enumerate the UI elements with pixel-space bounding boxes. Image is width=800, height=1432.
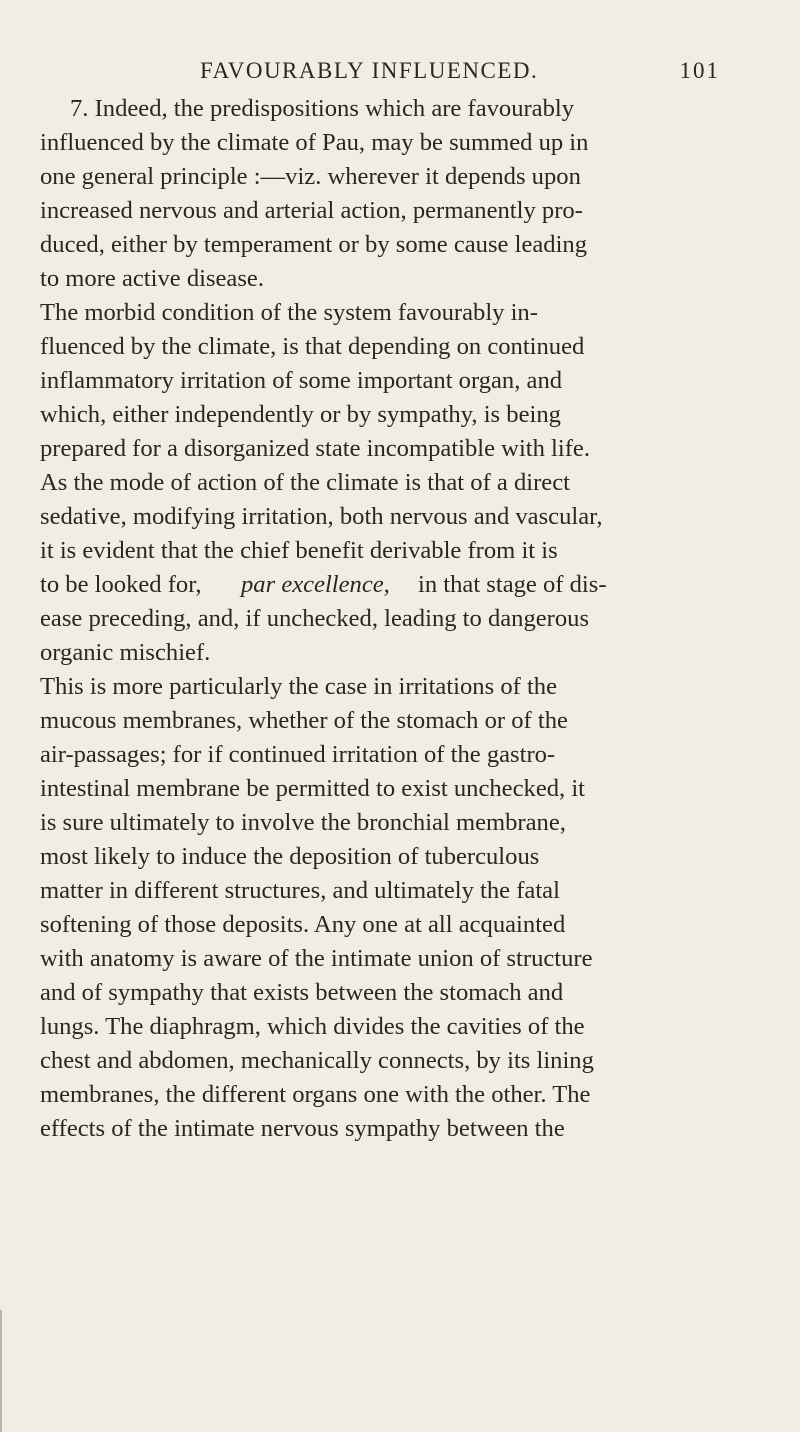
text-line: prepared for a disorganized state incompatible with life. — [40, 435, 590, 462]
text-line: increased nervous and arterial action, permanently pro- — [40, 197, 583, 224]
text-line: it is evident that the chief benefit derivable from it is — [40, 537, 558, 564]
text-line: is sure ultimately to involve the bronchial membrane, — [40, 809, 566, 836]
text-line: effects of the intimate nervous sympathy between the — [40, 1115, 565, 1142]
text-line: and of sympathy that exists between the stomach and — [40, 979, 564, 1006]
text-line: one general principle :—viz. wherever it depends upon — [40, 163, 581, 190]
running-head — [200, 58, 720, 90]
text-line: ease preceding, and, if unchecked, leading to dangerous — [40, 605, 590, 632]
text-line: to be looked for, par excellence, in that stage of dis- — [40, 571, 607, 598]
page-edge-shadow — [0, 1310, 2, 1432]
text-line: softening of those deposits. Any one at all acquainted — [40, 911, 566, 938]
text-line: lungs. The diaphragm, which divides the cavities of the — [40, 1013, 585, 1040]
text-line: air-passages; for if continued irritation of the gastro- — [40, 741, 556, 768]
text-line: which, either independently or by sympathy, is being — [40, 401, 561, 428]
text-line: As the mode of action of the climate is that of a direct — [40, 469, 570, 496]
text-line: sedative, modifying irritation, both nervous and vascular, — [40, 503, 603, 530]
text-line: membranes, the different organs one with the other. The — [40, 1081, 591, 1108]
text-line: 7. Indeed, the predispositions which are favourably — [70, 95, 575, 122]
text-line: fluenced by the climate, is that depending on continued — [40, 333, 585, 360]
italic-phrase: par excellence, — [241, 571, 390, 598]
text-line: matter in different structures, and ultimately the fatal — [40, 877, 560, 904]
text-line: mucous membranes, whether of the stomach or of the — [40, 707, 568, 734]
text-line: most likely to induce the deposition of tuberculous — [40, 843, 540, 870]
text-line: chest and abdomen, mechanically connects, by its lining — [40, 1047, 594, 1074]
text-line: organic mischief. — [40, 639, 211, 666]
text-line: influenced by the climate of Pau, may be summed up in — [40, 129, 589, 156]
text-line: duced, either by temperament or by some cause leading — [40, 231, 588, 258]
running-title: FAVOURABLY INFLUENCED. — [200, 58, 539, 83]
text-line: to more active disease. — [40, 265, 264, 292]
text-line: This is more particularly the case in irritations of the — [40, 673, 557, 700]
text-line: The morbid condition of the system favourably in- — [40, 299, 538, 326]
text-line: intestinal membrane be permitted to exist unchecked, it — [40, 775, 585, 802]
page-number: 101 — [679, 58, 720, 83]
text-line: inflammatory irritation of some important organ, and — [40, 367, 563, 394]
text-line: with anatomy is aware of the intimate union of structure — [40, 945, 593, 972]
